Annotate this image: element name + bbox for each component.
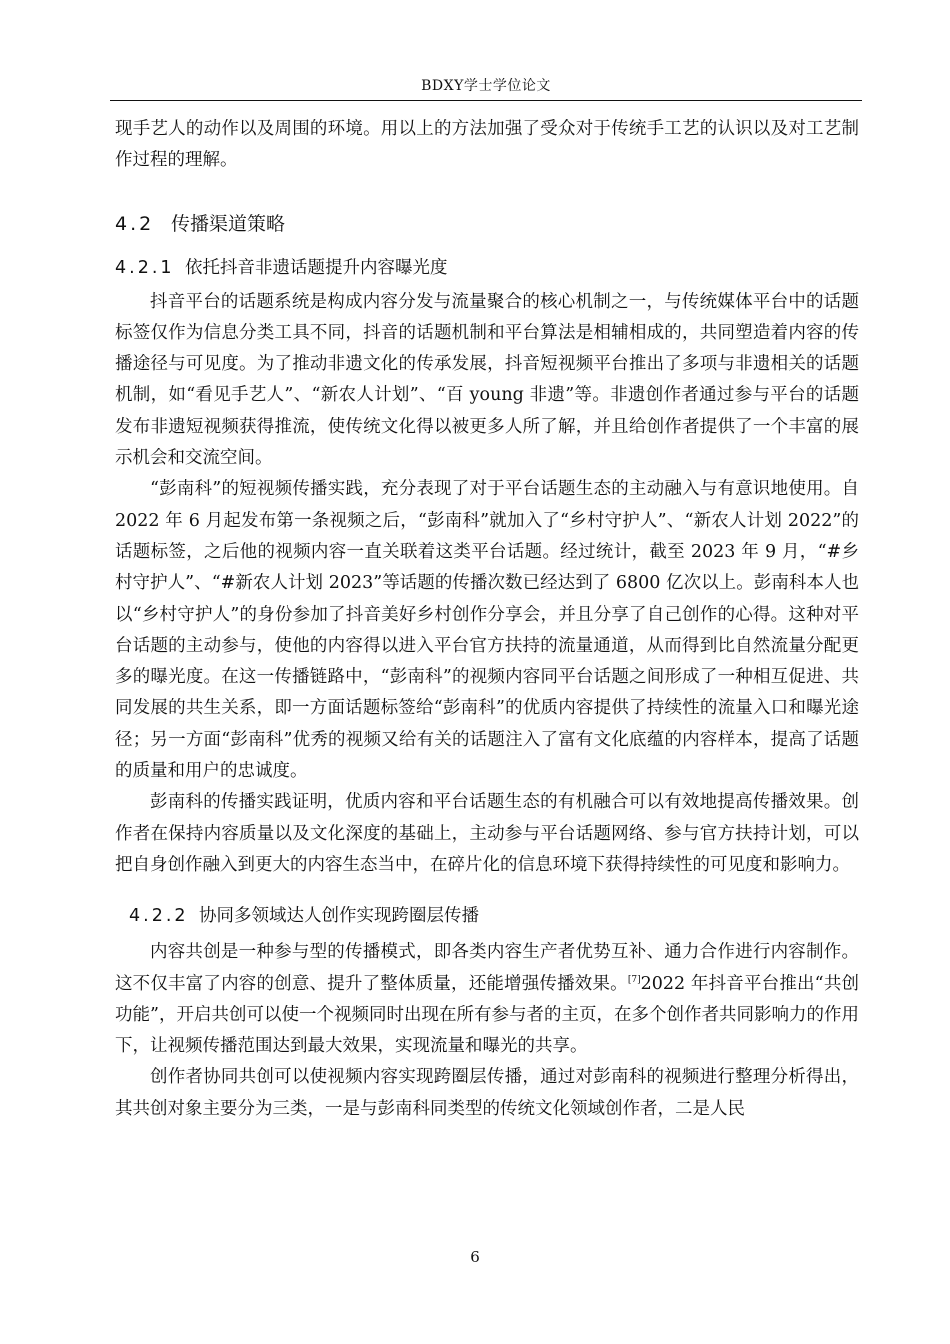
section-title: 传播渠道策略 (171, 212, 286, 235)
paragraph-text: 内容共创是一种参与型的传播模式，即各类内容生产者优势互补、通力合作进行内容制作。这不仅丰富了内容的创意、提升了整体质量，还能增强传播效果。 (115, 942, 859, 994)
header-rule (110, 100, 862, 101)
subsection-number: 4.2.1 (115, 257, 175, 278)
section-heading-4-2 (115, 209, 859, 239)
paragraph-cross-circle: 创作者协同共创可以使视频内容实现跨圈层传播，通过对彭南科的视频进行整理分析得出，其共创对象主要分为三类，一是与彭南科同类型的传统文化领域创作者，二是人民 (115, 1067, 859, 1119)
subsection-title: 依托抖音非遗话题提升内容曝光度 (185, 257, 448, 278)
subsection-heading-4-2-2 (129, 901, 859, 931)
document-body (115, 114, 859, 1125)
paragraph-topic-system: 抖音平台的话题系统是构成内容分发与流量聚合的核心机制之一，与传统媒体平台中的话题标签仅作为信息分类工具不同，抖音的话题机制和平台算法是相辅相成的，共同塑造着内容的传播途径与可见度。为了推动非遗文化的传承发展，抖音短视频平台推出了多项与非遗相关的话题机制，如“看见手艺人”、“新农人计划”、“百 young 非遗”等。非遗创作者通过参与平台的话题发布非遗短视频获得推流，使传统文化得以被更多人所了解，并且给创作者提供了一个丰富的展示机会和交流空间。 (115, 291, 859, 469)
running-header: BDXY学士学位论文 (421, 78, 551, 94)
subsection-title: 协同多领域达人创作实现跨圈层传播 (199, 906, 479, 927)
paragraph-continued: 现手艺人的动作以及周围的环境。用以上的方法加强了受众对于传统手工艺的认识以及对工艺制作过程的理解。 (115, 119, 859, 171)
paragraph-text: 2022 年抖音平台推出“共创功能”，开启共创可以使一个视频同时出现在所有参与者的主页，在多个创作者共同影响力的作用下，让视频传播范围达到最大效果，实现流量和曝光的共享。 (115, 973, 860, 1057)
paragraph-conclusion: 彭南科的传播实践证明，优质内容和平台话题生态的有机融合可以有效地提高传播效果。创作者在保持内容质量以及文化深度的基础上，主动参与平台话题网络、参与官方扶持计划，可以把自身创作融入到更大的内容生态当中，在碎片化的信息环境下获得持续性的可见度和影响力。 (115, 792, 859, 875)
paragraph-pengnanke-practice: “彭南科”的短视频传播实践，充分表现了对于平台话题生态的主动融入与有意识地使用。自 2022 年 6 月起发布第一条视频之后，“彭南科”就加入了“乡村守护人”、“新农人计划 2022”的话题标签，之后他的视频内容一直关联着这类平台话题。经过统计，截至 2023 年 9 月，“#乡村守护人”、“#新农人计划 2023”等话题的传播次数已经达到了 6800 亿次以上。彭南科本人也以“乡村守护人”的身份参加了抖音美好乡村创作分享会，并且分享了自己创作的心得。这种对平台话题的主动参与，使他的内容得以进入平台官方扶持的流量通道，从而得到比自然流量分配更多的曝光度。在这一传播链路中，“彭南科”的视频内容同平台话题之间形成了一种相互促进、共同发展的共生关系，即一方面话题标签给“彭南科”的优质内容提供了持续性的流量入口和曝光途径；另一方面“彭南科”优秀的视频又给有关的话题注入了富有文化底蕴的内容样本，提高了话题的质量和用户的忠诚度。 (115, 479, 859, 782)
section-number: 4.2 (115, 212, 155, 235)
citation-marker: [7] (627, 974, 641, 985)
paragraph-co-creation (115, 937, 859, 1062)
subsection-heading-4-2-1 (115, 253, 859, 283)
subsection-number: 4.2.2 (129, 906, 189, 927)
page-number: 6 (470, 1248, 480, 1266)
